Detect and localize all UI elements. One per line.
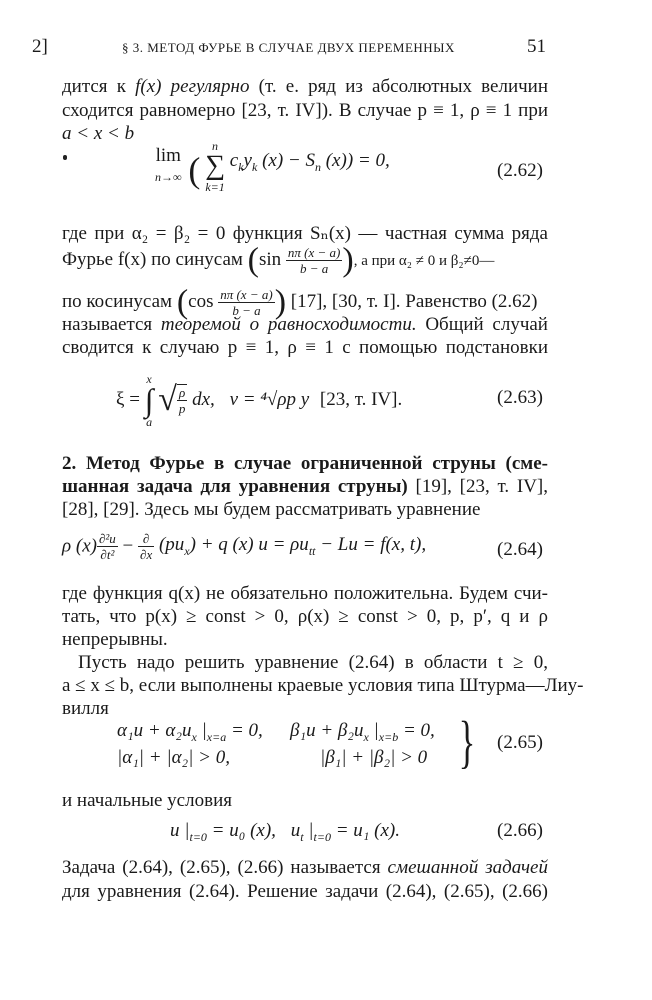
eq-subscript: x: [184, 543, 190, 558]
text-span: Общий случай: [416, 314, 548, 335]
eq-term: u: [290, 820, 301, 841]
section-mark: 2]: [32, 36, 48, 57]
text-line: [62, 313, 548, 337]
text-span: (т. е. ряд из абсолютных величин: [249, 76, 548, 97]
lim-operator: lim: [155, 145, 181, 166]
text-line: непрерывны.: [62, 629, 168, 650]
eq-term: y: [243, 150, 252, 172]
sum-upper-limit: n: [212, 139, 219, 153]
curly-brace: }: [458, 709, 476, 774]
fraction-denominator: p: [178, 401, 186, 416]
text-line: [62, 75, 548, 99]
italic-span: f(x) регулярно: [135, 76, 250, 97]
eq-term: (pu: [154, 534, 185, 556]
text-span: [19], [23, т. IV],: [407, 476, 548, 497]
equation-number: (2.64): [497, 539, 543, 560]
eq-term: |: [303, 820, 314, 841]
sin-function: sin: [258, 248, 282, 270]
equation-2-65-row-2: |α₁| + |α₂| > 0,: [117, 747, 230, 768]
citation: [23, т. IV].: [319, 389, 403, 410]
fraction: [286, 245, 342, 276]
text-span: по косинусам: [62, 290, 173, 312]
eq-term: α₁u + α₂u: [117, 720, 192, 741]
eq-term: = 0,: [398, 720, 435, 741]
eq-operator: −: [117, 535, 139, 557]
eq-term: (x)) = 0,: [320, 150, 390, 172]
text-span: [17], [30, т. I]. Равенство (2.62): [290, 290, 538, 312]
equation-2-65-row-2b: |β₁| + |β₂| > 0: [320, 747, 428, 768]
page-number: 51: [527, 36, 546, 57]
equation-2-63: ξ = x ∫ a √ $\frac{\rho}{p}$ dx, v = ⁴√ρp y [23, т. IV].: [116, 372, 403, 429]
equation-2-65-row-1b: [290, 720, 435, 745]
eq-subscript: t: [300, 829, 304, 844]
eq-term: = u₁ (x).: [330, 820, 400, 841]
italic-span: смешанной задачей: [387, 857, 548, 878]
text-line: Фурье f(x) по синусам (sin $\frac{n\pi (x - a)}{b - a}$ ), а при α₂ ≠ 0 и β₂≠0—: [62, 241, 495, 279]
eq-term: dx,: [192, 389, 215, 410]
fraction: [177, 384, 188, 416]
fraction: [97, 531, 118, 562]
equation-2-65-row-1: [117, 720, 263, 745]
fraction-numerator: ∂: [138, 531, 154, 547]
eq-term: v = ⁴√ρp y: [229, 389, 310, 410]
equation-number: (2.65): [497, 732, 543, 753]
integral-upper-limit: x: [146, 372, 152, 386]
eq-term: ρ (x): [62, 535, 97, 557]
fraction-numerator: ρ: [177, 385, 188, 401]
text-line: и начальные условия: [62, 790, 232, 811]
text-span: Задача (2.64), (2.65), (2.66) называется: [62, 857, 388, 878]
text-line: a ≤ x ≤ b, если выполнены краевые условия типа Штурма—Лиу-: [62, 675, 584, 696]
text-line: [28], [29]. Здесь мы будем рассматривать уравнение: [62, 499, 481, 520]
equation-number: (2.62): [497, 160, 543, 181]
eq-subscript: n: [314, 160, 321, 175]
eq-subscript: x=b: [378, 729, 399, 744]
eq-subscript: x: [363, 729, 369, 744]
eq-term: ξ =: [116, 389, 140, 410]
eq-subscript: t=0: [189, 829, 207, 844]
section-heading-line: 2. Метод Фурье в случае ограниченной струны (сме-: [62, 453, 548, 474]
eq-subscript: x=a: [206, 729, 227, 744]
integral-lower-limit: a: [146, 415, 153, 429]
fraction-denominator: ∂x: [140, 547, 153, 562]
text-line: Пусть надо решить уравнение (2.64) в области t ≥ 0,: [78, 652, 548, 673]
text-line: сходится равномерно [23, т. IV]). В случае p ≡ 1, ρ ≡ 1 при: [62, 100, 548, 121]
text-line: где функция q(x) не обязательно положительна. Будем счи-: [62, 583, 548, 604]
cos-function: cos: [188, 290, 214, 312]
fraction-denominator: ∂t²: [100, 547, 115, 562]
fraction-numerator: ∂²u: [98, 531, 116, 546]
eq-term: − Lu = f(x, t),: [315, 534, 427, 556]
text-line: для уравнения (2.64). Решение задачи (2.64), (2.65), (2.66): [62, 881, 548, 902]
fraction: [138, 531, 154, 562]
fraction-denominator: b − a: [232, 303, 261, 318]
italic-span: теоремой о равносходимости.: [160, 314, 417, 335]
eq-term: β₁u + β₂u: [290, 720, 364, 741]
sum-lower-limit: k=1: [205, 180, 225, 194]
eq-term: u |: [170, 820, 190, 841]
equation-2-64: [62, 531, 426, 562]
text-line: вилля: [62, 698, 109, 719]
eq-subscript: x: [191, 729, 197, 744]
equation-number: (2.63): [497, 387, 543, 408]
text-line: сводится к случаю p ≡ 1, ρ ≡ 1 с помощью подстановки: [62, 337, 548, 358]
text-line: [62, 475, 548, 499]
bold-span: шанная задача для уравнения струны): [62, 476, 408, 497]
text-span: дится к: [62, 76, 136, 97]
eq-subscript: t=0: [313, 829, 331, 844]
eq-term: c: [229, 150, 239, 172]
eq-subscript: k: [238, 160, 244, 175]
text-line: [62, 856, 548, 880]
bullet-mark: [63, 155, 67, 160]
text-line: a < x < b: [62, 123, 135, 144]
running-title: § 3. МЕТОД ФУРЬЕ В СЛУЧАЕ ДВУХ ПЕРЕМЕННЫХ: [122, 40, 455, 55]
text-line: где при α₂ = β₂ = 0 функция Sₙ(x) — частная сумма ряда: [62, 223, 548, 244]
text-line: по косинусам (cos $\frac{n\pi (x - a)}{b - a}$ ) [17], [30, т. I]. Равенство (2.62): [62, 283, 538, 321]
eq-term: (x) − S: [257, 150, 315, 172]
eq-term: ) + q (x) u = ρu: [189, 534, 309, 556]
eq-subscript: k: [251, 160, 258, 175]
lim-subscript: n→∞: [155, 170, 182, 184]
fraction-numerator: nπ (x − a): [220, 287, 273, 302]
equation-number: (2.66): [497, 820, 543, 841]
equation-2-62: lim n→∞ ( n ∑ k=1 $c_ky_k$ $(x) - S_n$ (x)) = 0,: [155, 139, 390, 194]
text-span: Фурье f(x) по синусам: [62, 248, 243, 270]
eq-term: = 0,: [226, 720, 263, 741]
eq-term: = u₀ (x),: [206, 820, 276, 841]
fraction-numerator: nπ (x − a): [287, 245, 341, 260]
text-span: , а при α₂ ≠ 0 и β₂≠0—: [353, 252, 495, 269]
equation-2-66: [170, 820, 400, 845]
text-line: тать, что p(x) ≥ const > 0, ρ(x) ≥ const > 0, p, p′, q и ρ: [62, 606, 548, 627]
eq-term: |: [196, 720, 207, 741]
eq-term: |: [368, 720, 379, 741]
fraction-denominator: b − a: [300, 261, 329, 276]
text-span: называется: [62, 314, 161, 335]
eq-subscript: tt: [308, 543, 316, 558]
